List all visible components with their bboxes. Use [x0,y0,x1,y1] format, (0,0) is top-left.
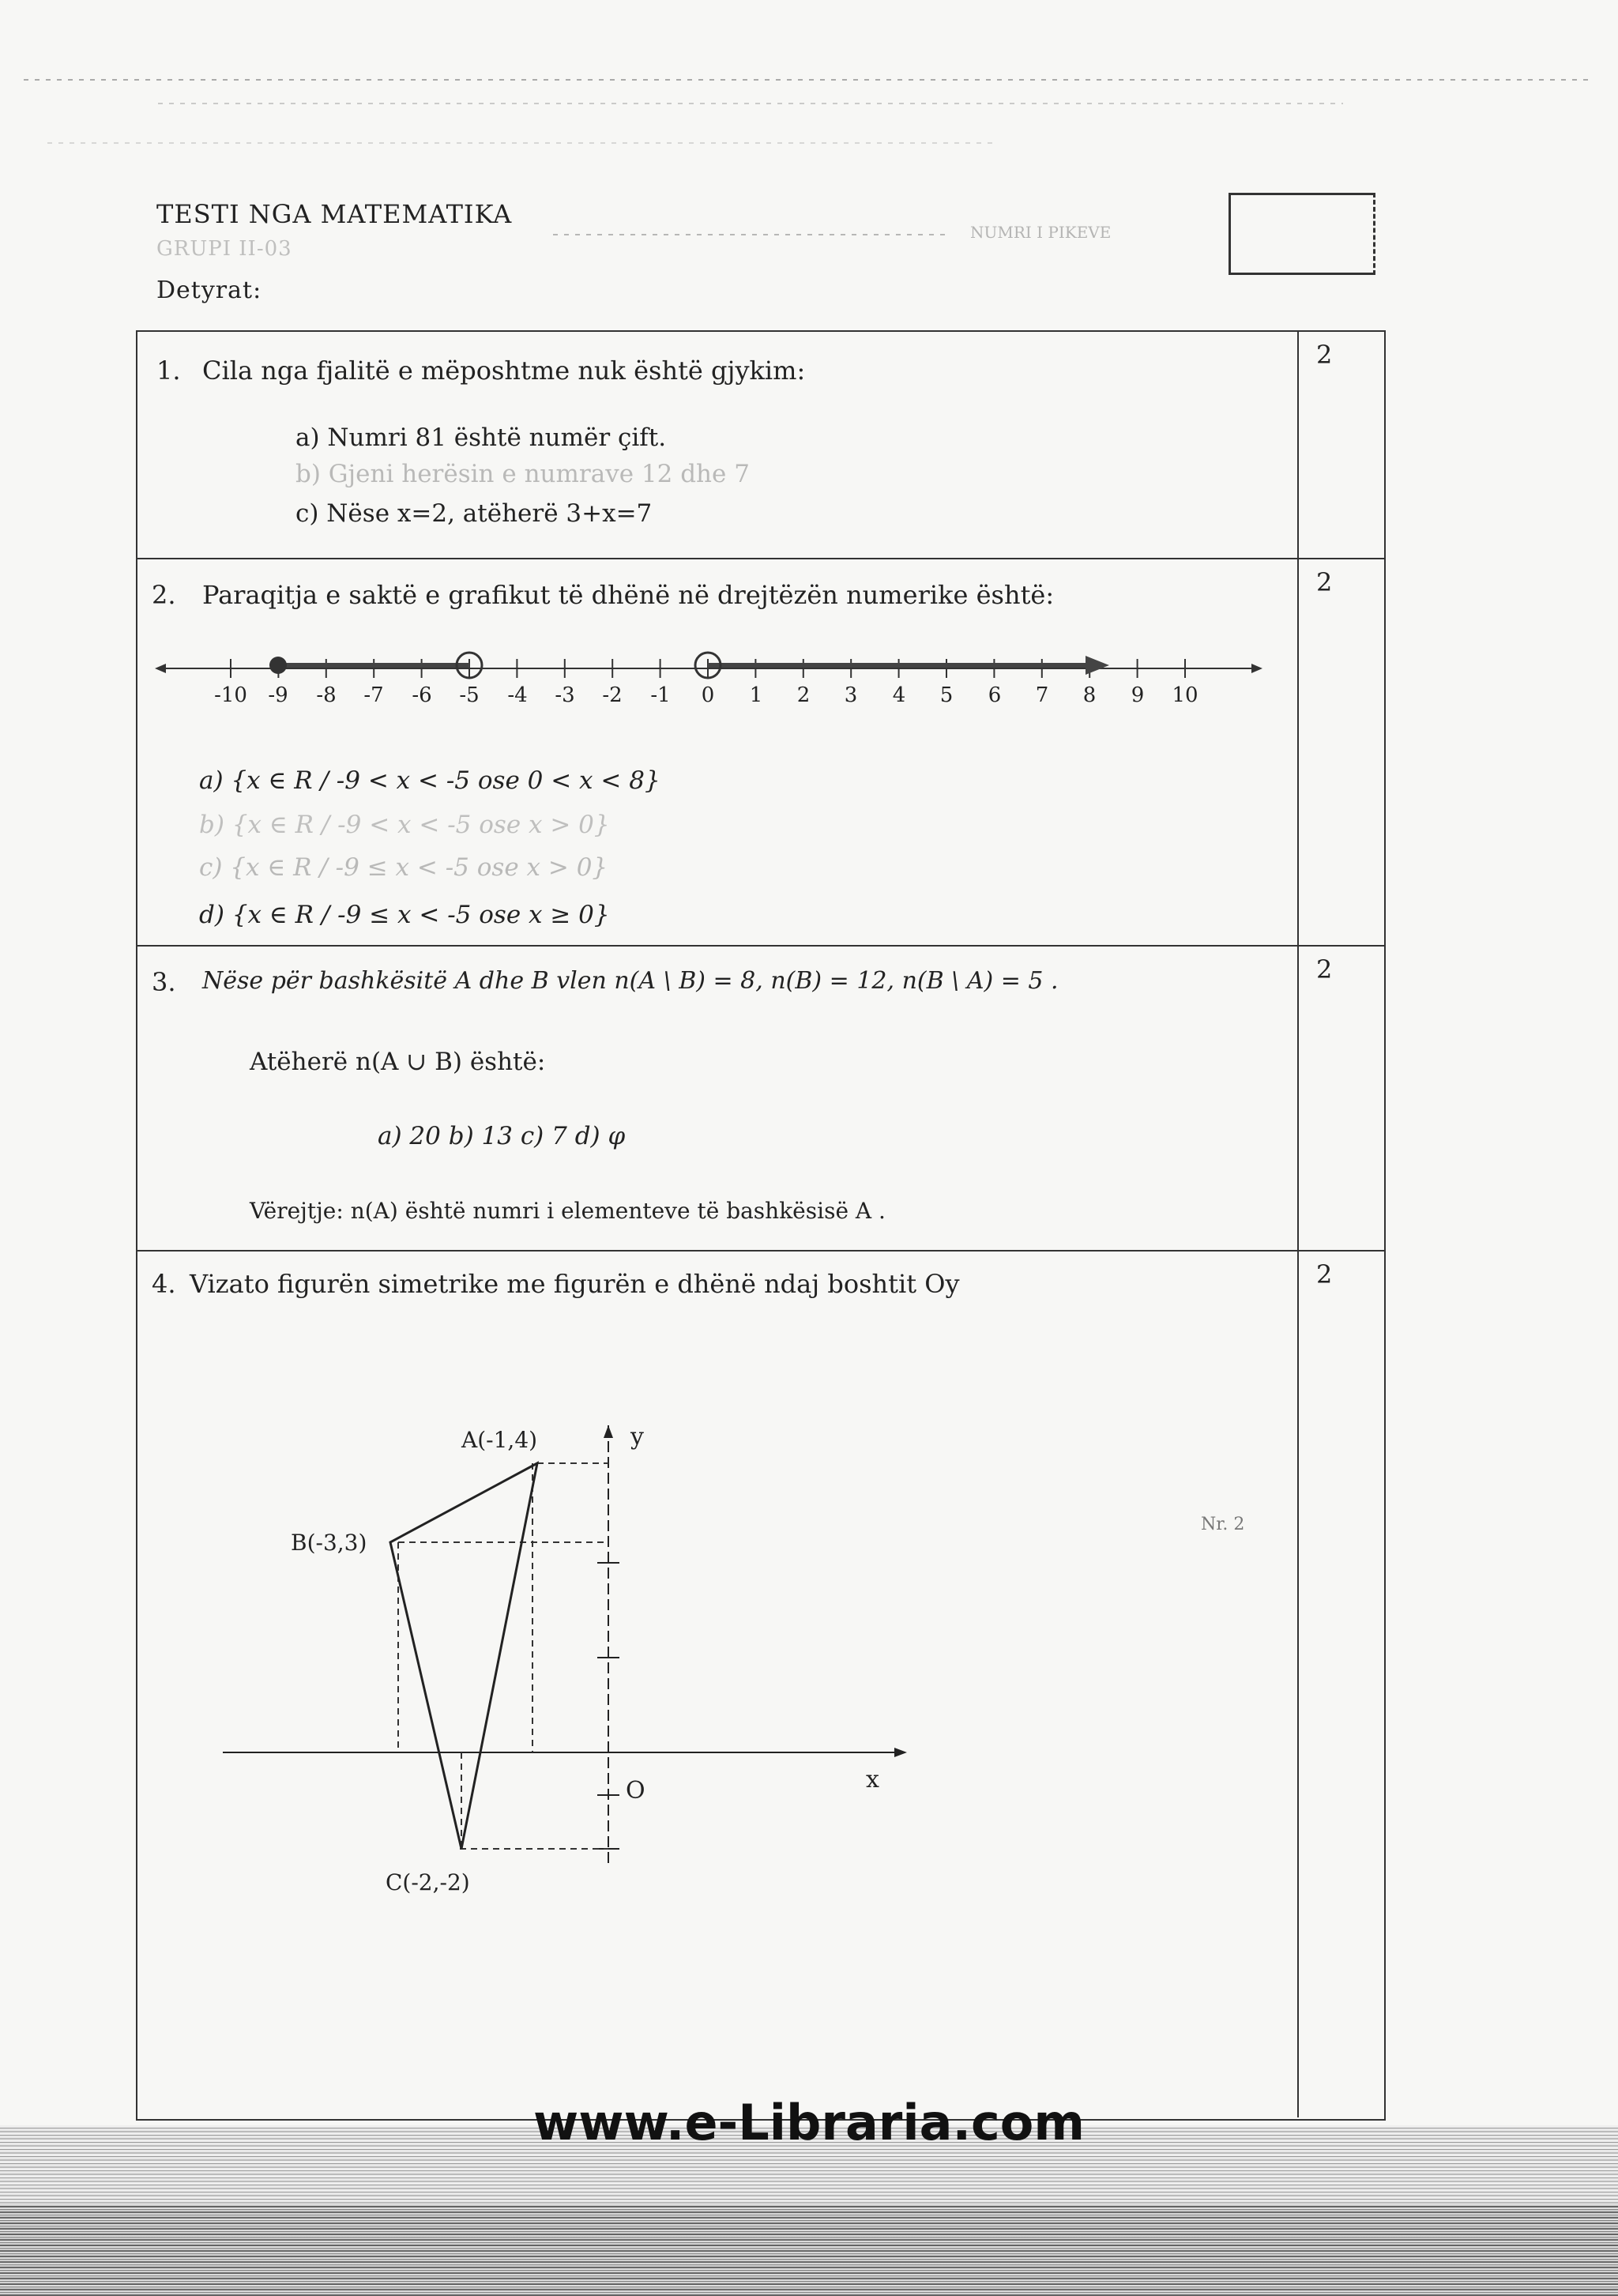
tick-label: 6 [988,683,1002,707]
question-1-points [1297,332,1386,559]
tick-label: -8 [316,683,337,707]
tick-label: -9 [268,683,288,707]
question-4-text: Vizato figurën simetrike me figurën e dhënë ndaj boshtit Oy [190,1269,960,1299]
question-1-text: Cila nga fjalitë e mëposhtme nuk është gjykim: [202,356,806,386]
number-line [137,630,1297,749]
question-2-option-d: d) {x ∈ R / -9 ≤ x < -5 ose x ≥ 0} [199,901,610,929]
tick-label: 8 [1082,683,1097,707]
axis-x-label: x [866,1766,879,1794]
question-4-number: 4. [152,1269,176,1299]
question-2-text: Paraqitja e saktë e grafikut të dhënë në drejtëzën numerike është: [202,580,1055,610]
site-watermark: www.e-Libraria.com [533,2094,1085,2151]
tick-label: 7 [1035,683,1049,707]
tick-label: 5 [939,683,954,707]
test-title: TESTI NGA MATEMATIKA [156,199,513,229]
question-3 [137,947,1297,1252]
question-3-points [1297,947,1386,1252]
point-b-label: B(-3,3) [291,1530,367,1556]
scan-noise [553,234,948,235]
tick-label: 4 [892,683,906,707]
side-note: Nr. 2 [1201,1515,1245,1534]
tick-label: 9 [1131,683,1145,707]
question-2-option-a: a) {x ∈ R / -9 < x < -5 ose 0 < x < 8} [199,766,660,795]
question-3-text: Nëse për bashkësitë A dhe B vlen n(A \ B) = 8, n(B) = 12, n(B \ A) = 5 . [202,967,1059,995]
tick-label: 1 [749,683,763,707]
question-2-points [1297,559,1386,947]
question-2-number: 2. [152,580,176,610]
tick-label: -10 [214,683,247,707]
points-box [1229,193,1375,275]
scan-noise [24,79,1588,81]
question-4-points-value: 2 [1316,1259,1333,1289]
question-3-number: 3. [152,967,176,997]
tick-label: -6 [412,683,432,707]
tick-label: 10 [1172,683,1198,707]
tick-label: 2 [796,683,811,707]
point-a-label: A(-1,4) [461,1427,538,1453]
question-1-option-a: a) Numri 81 është numër çift. [295,423,667,452]
closed-point-minus-9 [269,657,287,674]
group-label: GRUPI II-03 [156,237,292,261]
question-4 [137,1252,1297,2117]
question-1-points-value: 2 [1316,340,1333,370]
question-4-points [1297,1252,1386,2117]
tick-label: 0 [701,683,715,707]
points-header: NUMRI I PIKEVE [970,223,1112,242]
question-3-options: a) 20 b) 13 c) 7 d) φ [378,1122,626,1150]
question-3-points-value: 2 [1316,954,1333,984]
question-1-number: 1. [156,356,181,386]
tick-label: -3 [555,683,575,707]
tick-label: -5 [459,683,480,707]
question-2 [137,559,1297,947]
question-2-option-c: c) {x ∈ R / -9 ≤ x < -5 ose x > 0} [199,853,608,882]
coordinate-figure [137,1331,1297,2042]
question-2-option-b: b) {x ∈ R / -9 < x < -5 ose x > 0} [199,811,610,839]
triangle-abc [390,1463,537,1849]
scan-noise [47,142,995,144]
tick-label: -1 [650,683,671,707]
question-1-option-c: c) Nëse x=2, atëherë 3+x=7 [295,499,653,528]
question-3-subtext: Atëherë n(A ∪ B) është: [250,1048,546,1076]
tick-label: -7 [363,683,384,707]
scan-noise [158,103,1343,104]
question-2-points-value: 2 [1316,567,1333,597]
point-c-label: C(-2,-2) [386,1869,470,1895]
question-1-option-b: b) Gjeni herësin e numrave 12 dhe 7 [295,460,750,488]
tick-label: 3 [844,683,858,707]
question-3-note: Vërejtje: n(A) është numri i elementeve të bashkësisë A . [250,1198,886,1224]
tasks-label: Detyrat: [156,277,262,304]
question-1 [137,332,1297,559]
axis-y-label: y [630,1423,644,1451]
scan-footer-noise [0,2204,1618,2296]
question-sheet [136,330,1386,2121]
origin-label: O [626,1777,645,1805]
tick-label: -2 [602,683,623,707]
tick-label: -4 [507,683,528,707]
